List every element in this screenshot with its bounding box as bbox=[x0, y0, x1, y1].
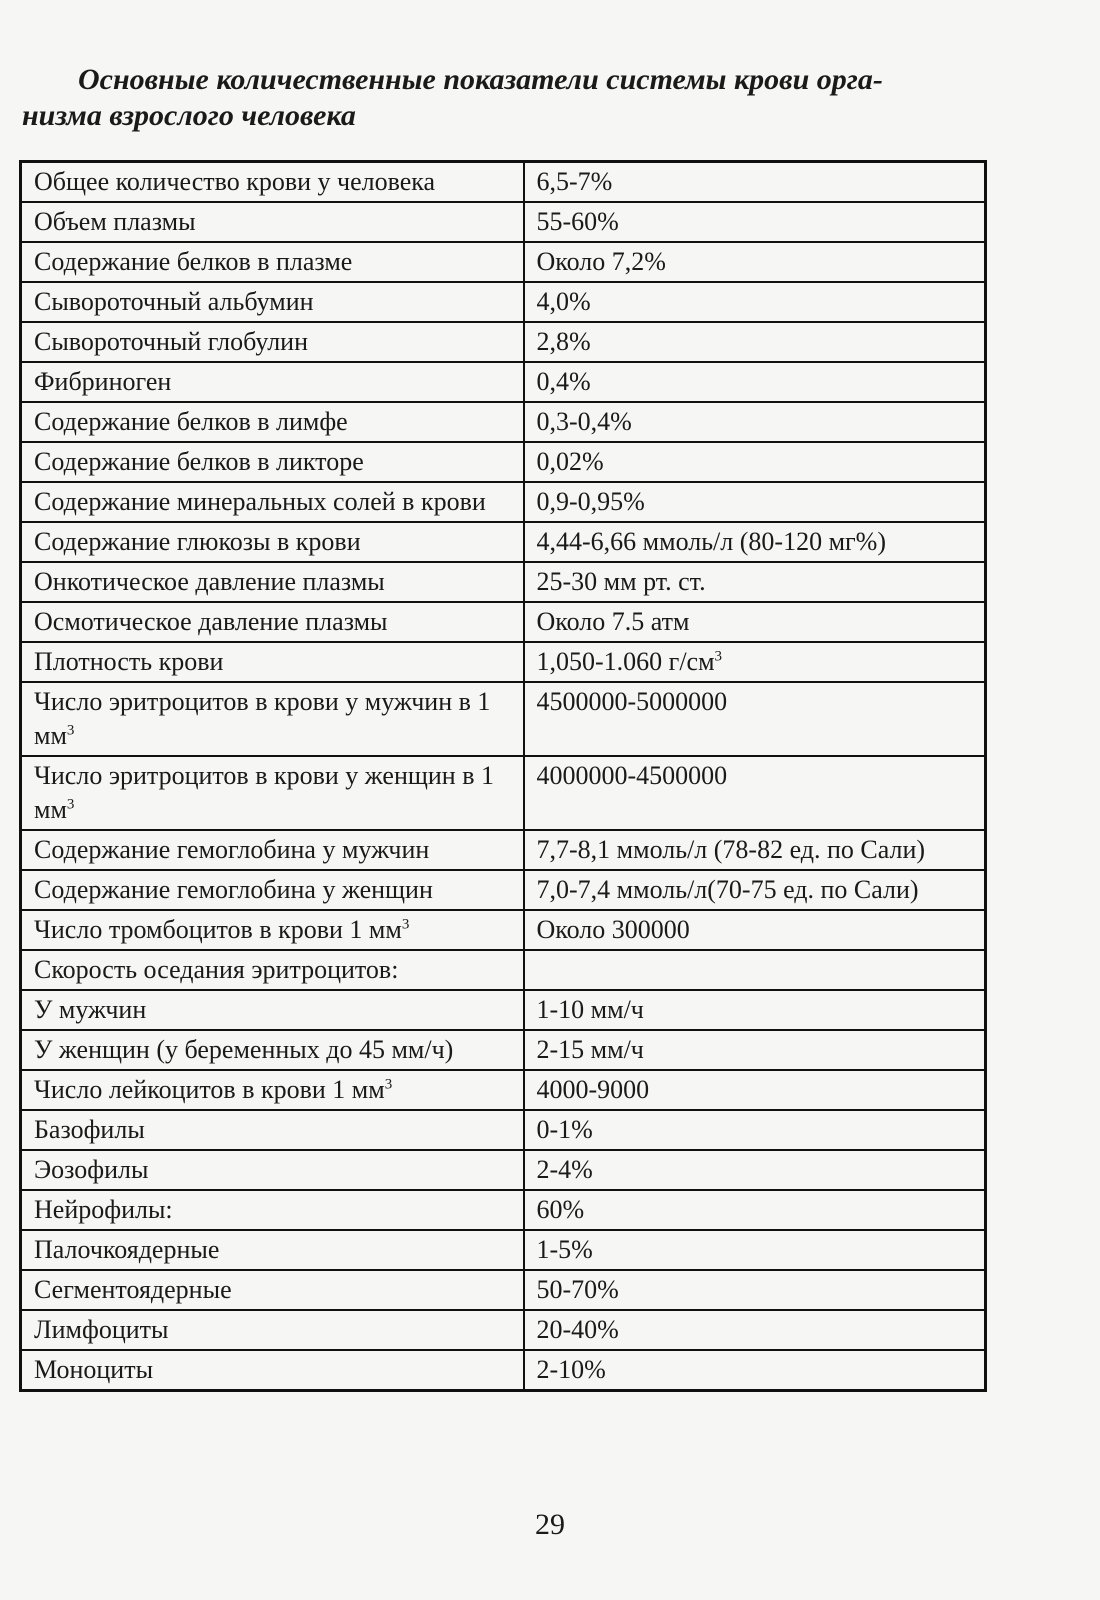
row-value-cell bbox=[524, 1030, 986, 1070]
table-row bbox=[21, 402, 986, 442]
table-row bbox=[21, 282, 986, 322]
row-label-cell bbox=[21, 642, 524, 682]
row-label-cell bbox=[21, 950, 524, 990]
row-label-cell bbox=[21, 1030, 524, 1070]
row-label: Сывороточный глобулин bbox=[34, 327, 309, 356]
row-value-cell bbox=[524, 602, 986, 642]
row-label-cell bbox=[21, 322, 524, 362]
row-label: Содержание белков в лимфе bbox=[34, 407, 348, 436]
row-label-cell bbox=[21, 1350, 524, 1391]
row-label-cell bbox=[21, 202, 524, 242]
row-label: Сывороточный альбумин bbox=[34, 287, 314, 316]
row-value: 0,4% bbox=[536, 367, 591, 396]
row-label-cell bbox=[21, 830, 524, 870]
table-row bbox=[21, 1110, 986, 1150]
row-label-cell bbox=[21, 1150, 524, 1190]
row-value-cell bbox=[524, 870, 986, 910]
label-superscript: 3 bbox=[66, 722, 75, 739]
row-value-cell bbox=[524, 830, 986, 870]
row-label: Число эритроцитов в крови у мужчин в 1 мм bbox=[34, 687, 491, 750]
row-value: 0-1% bbox=[536, 1115, 593, 1144]
table-row bbox=[21, 1350, 986, 1391]
row-value: 0,9-0,95% bbox=[536, 487, 645, 516]
row-value-cell bbox=[524, 562, 986, 602]
row-label-cell bbox=[21, 442, 524, 482]
table-row bbox=[21, 362, 986, 402]
row-label-cell bbox=[21, 162, 524, 203]
row-label-cell bbox=[21, 562, 524, 602]
row-label: Число эритроцитов в крови у женщин в 1 мм bbox=[34, 761, 495, 824]
row-value: 55-60% bbox=[536, 207, 619, 236]
table-row bbox=[21, 602, 986, 642]
row-value: 4,0% bbox=[536, 287, 591, 316]
row-value: 6,5-7% bbox=[536, 167, 613, 196]
row-value: Около 300000 bbox=[536, 915, 690, 944]
row-label: У женщин (у беременных до 45 мм/ч) bbox=[34, 1035, 454, 1064]
row-label-cell bbox=[21, 242, 524, 282]
table-row bbox=[21, 830, 986, 870]
table-row bbox=[21, 910, 986, 950]
row-label-cell bbox=[21, 362, 524, 402]
table-row bbox=[21, 870, 986, 910]
row-value-cell bbox=[524, 522, 986, 562]
row-value-cell bbox=[524, 162, 986, 203]
row-value-cell bbox=[524, 1070, 986, 1110]
table-row bbox=[21, 682, 986, 756]
row-value: Около 7,2% bbox=[536, 247, 666, 276]
row-value: 1-5% bbox=[536, 1235, 593, 1264]
row-value: 4,44-6,66 ммоль/л (80-120 мг%) bbox=[536, 527, 887, 556]
row-label-cell bbox=[21, 1110, 524, 1150]
row-label-cell bbox=[21, 682, 524, 756]
row-value-cell bbox=[524, 1230, 986, 1270]
table-body bbox=[21, 162, 986, 1391]
row-value-cell bbox=[524, 1350, 986, 1391]
row-label: У мужчин bbox=[34, 995, 147, 1024]
table-row bbox=[21, 482, 986, 522]
row-value-cell bbox=[524, 682, 986, 756]
row-label: Число лейкоцитов в крови 1 мм bbox=[34, 1075, 385, 1104]
row-label-cell bbox=[21, 1190, 524, 1230]
row-value: 2-15 мм/ч bbox=[536, 1035, 644, 1064]
row-value-cell bbox=[524, 756, 986, 830]
row-value: 50-70% bbox=[536, 1275, 619, 1304]
table-row bbox=[21, 242, 986, 282]
row-label-cell bbox=[21, 756, 524, 830]
label-superscript: 3 bbox=[401, 916, 410, 933]
row-label-cell bbox=[21, 1310, 524, 1350]
row-value-cell bbox=[524, 322, 986, 362]
row-label: Объем плазмы bbox=[34, 207, 196, 236]
row-label: Нейрофилы: bbox=[34, 1195, 173, 1224]
row-label: Лимфоциты bbox=[34, 1315, 169, 1344]
table-row bbox=[21, 1310, 986, 1350]
title-line-2: низма взрослого человека bbox=[22, 99, 356, 132]
row-value-cell bbox=[524, 1150, 986, 1190]
row-label: Осмотическое давление плазмы bbox=[34, 607, 388, 636]
row-label: Содержание глюкозы в крови bbox=[34, 527, 361, 556]
title-line-1: Основные количественные показатели системы крови орга- bbox=[78, 63, 883, 96]
row-label-cell bbox=[21, 1270, 524, 1310]
table-row bbox=[21, 1270, 986, 1310]
row-label-cell bbox=[21, 1070, 524, 1110]
row-value: 1,050-1.060 г/см bbox=[536, 647, 715, 676]
row-value: Около 7.5 атм bbox=[536, 607, 690, 636]
table-row bbox=[21, 950, 986, 990]
label-superscript: 3 bbox=[66, 796, 75, 813]
row-label-cell bbox=[21, 1230, 524, 1270]
table-row bbox=[21, 1070, 986, 1110]
row-label-cell bbox=[21, 910, 524, 950]
row-label-cell bbox=[21, 602, 524, 642]
row-label: Эозофилы bbox=[34, 1155, 149, 1184]
row-value: 20-40% bbox=[536, 1315, 619, 1344]
page-title bbox=[22, 62, 1022, 134]
row-value: 4000000-4500000 bbox=[536, 761, 728, 790]
table-row bbox=[21, 1030, 986, 1070]
table-row bbox=[21, 522, 986, 562]
row-label-cell bbox=[21, 870, 524, 910]
table-row bbox=[21, 562, 986, 602]
row-label: Скорость оседания эритроцитов: bbox=[34, 955, 399, 984]
row-value: 25-30 мм рт. ст. bbox=[536, 567, 706, 596]
row-value-cell bbox=[524, 242, 986, 282]
row-value-cell bbox=[524, 1270, 986, 1310]
row-label: Плотность крови bbox=[34, 647, 224, 676]
row-label: Общее количество крови у человека bbox=[34, 167, 436, 196]
row-value: 2,8% bbox=[536, 327, 591, 356]
table-row bbox=[21, 162, 986, 203]
row-value: 4000-9000 bbox=[536, 1075, 650, 1104]
row-value: 7,0-7,4 ммоль/л(70-75 ед. по Сали) bbox=[536, 875, 919, 904]
row-label: Фибриноген bbox=[34, 367, 172, 396]
row-value: 2-4% bbox=[536, 1155, 593, 1184]
row-label: Моноциты bbox=[34, 1355, 154, 1384]
row-value: 4500000-5000000 bbox=[536, 687, 728, 716]
row-value-cell bbox=[524, 1110, 986, 1150]
row-label-cell bbox=[21, 522, 524, 562]
row-value: 7,7-8,1 ммоль/л (78-82 ед. по Сали) bbox=[536, 835, 926, 864]
row-value-cell bbox=[524, 910, 986, 950]
row-label: Онкотическое давление плазмы bbox=[34, 567, 385, 596]
row-label: Число тромбоцитов в крови 1 мм bbox=[34, 915, 402, 944]
table-row bbox=[21, 1150, 986, 1190]
table-row bbox=[21, 756, 986, 830]
table-row bbox=[21, 322, 986, 362]
row-label: Содержание минеральных солей в крови bbox=[34, 487, 486, 516]
row-label-cell bbox=[21, 402, 524, 442]
row-label: Содержание белков в плазме bbox=[34, 247, 353, 276]
table-row bbox=[21, 1190, 986, 1230]
table-row bbox=[21, 990, 986, 1030]
label-superscript: 3 bbox=[384, 1076, 393, 1093]
row-label: Содержание гемоглобина у мужчин bbox=[34, 835, 430, 864]
row-value: 2-10% bbox=[536, 1355, 606, 1384]
row-label-cell bbox=[21, 482, 524, 522]
value-superscript: 3 bbox=[714, 648, 723, 665]
table-row bbox=[21, 642, 986, 682]
row-value-cell bbox=[524, 202, 986, 242]
row-label: Содержание гемоглобина у женщин bbox=[34, 875, 433, 904]
blood-indicators-table bbox=[19, 160, 987, 1392]
row-value: 60% bbox=[536, 1195, 585, 1224]
row-value: 1-10 мм/ч bbox=[536, 995, 644, 1024]
row-value-cell bbox=[524, 482, 986, 522]
row-label: Палочкоядерные bbox=[34, 1235, 220, 1264]
table-row bbox=[21, 442, 986, 482]
row-label-cell bbox=[21, 990, 524, 1030]
row-label-cell bbox=[21, 282, 524, 322]
row-value-cell bbox=[524, 442, 986, 482]
row-value-cell bbox=[524, 990, 986, 1030]
page-number: 29 bbox=[535, 1508, 565, 1541]
row-label: Сегментоядерные bbox=[34, 1275, 232, 1304]
table-row bbox=[21, 202, 986, 242]
row-value-cell bbox=[524, 362, 986, 402]
row-value-cell bbox=[524, 950, 986, 990]
row-value: 0,3-0,4% bbox=[536, 407, 632, 436]
row-value-cell bbox=[524, 1190, 986, 1230]
row-value-cell bbox=[524, 402, 986, 442]
table-row bbox=[21, 1230, 986, 1270]
row-value-cell bbox=[524, 1310, 986, 1350]
row-value-cell bbox=[524, 642, 986, 682]
row-label: Базофилы bbox=[34, 1115, 145, 1144]
row-label: Содержание белков в ликторе bbox=[34, 447, 364, 476]
row-value-cell bbox=[524, 282, 986, 322]
row-value: 0,02% bbox=[536, 447, 604, 476]
